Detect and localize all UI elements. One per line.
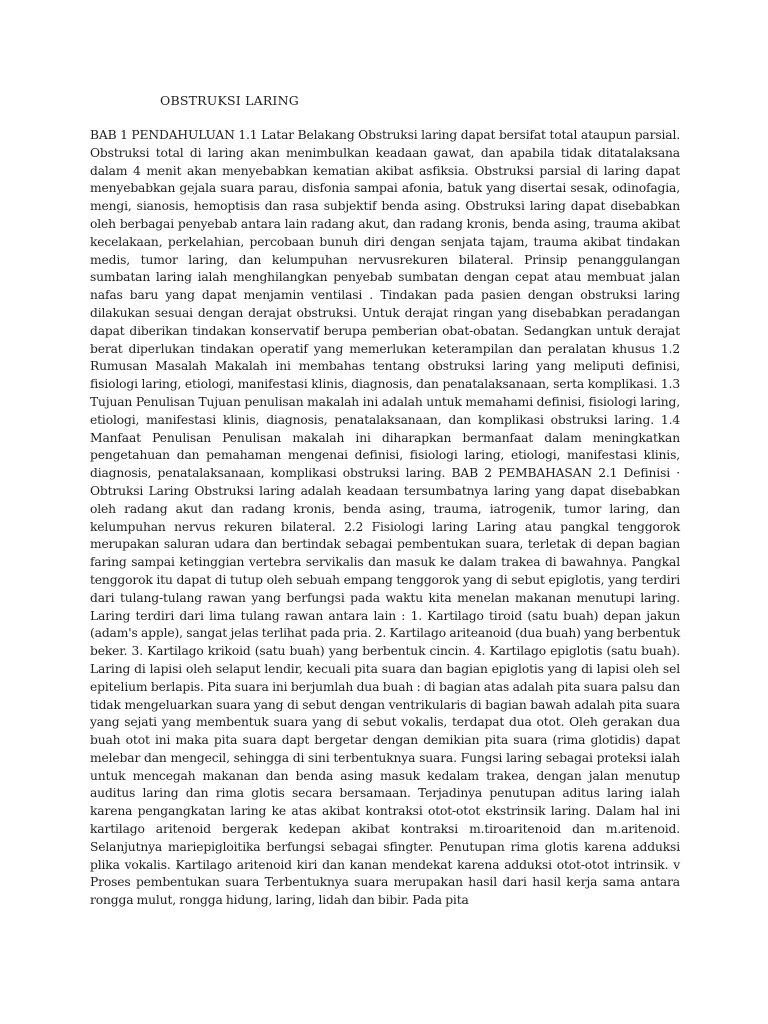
document-title: OBSTRUKSI LARING <box>160 93 299 108</box>
document-body-text: BAB 1 PENDAHULUAN 1.1 Latar Belakang Obstruksi laring dapat bersifat total ataupun parsial. Obstruksi total di laring akan menimbulkan keadaan gawat, dan apabila tidak ditatalaksana dalam 4 menit akan menyebabkan kematian akibat asfiksia. Obstruksi parsial di laring dapat menyebabkan gejala suara parau, disfonia sampai afonia, batuk yang disertai sesak, odinofagia, mengi, sianosis, hemoptisis dan rasa subjektif benda asing. Obstruksi laring dapat disebabkan oleh berbagai penyebab antara lain radang akut, dan radang kronis, benda asing, trauma akibat kecelakaan, perkelahian, percobaan bunuh diri dengan senjata tajam, trauma akibat tindakan medis, tumor laring, dan kelumpuhan nervusrekuren bilateral. Prinsip penanggulangan sumbatan laring ialah menghilangkan penyebab sumbatan dengan cepat atau membuat jalan nafas baru yang dapat menjamin ventilasi . Tindakan pada pasien dengan obstruksi laring dilakukan sesuai dengan derajat obstruksi. Untuk derajat ringan yang disebabkan peradangan dapat diberikan tindakan konservatif berupa pemberian obat-obatan. Sedangkan untuk derajat berat diperlukan tindakan operatif yang memerlukan keterampilan dan peralatan khusus 1.2 Rumusan Masalah Makalah ini membahas tentang obstruksi laring yang meliputi definisi, fisiologi laring, etiologi, manifestasi klinis, diagnosis, dan penatalaksanaan, serta komplikasi. 1.3 Tujuan Penulisan Tujuan penulisan makalah ini adalah untuk memahami definisi, fisiologi laring, etiologi, manifestasi klinis, diagnosis, penatalaksanaan, dan komplikasi obstruksi laring. 1.4 Manfaat Penulisan Penulisan makalah ini diharapkan bermanfaat dalam meningkatkan pengetahuan dan pemahaman mengenai definisi, fisiologi laring, etiologi, manifestasi klinis, diagnosis, penatalaksanaan, komplikasi obstruksi laring. BAB 2 PEMBAHASAN 2.1 Definisi · Obtruksi Laring Obstruksi laring adalah keadaan tersumbatnya laring yang dapat disebabkan oleh radang akut dan radang kronis, benda asing, trauma, iatrogenik, tumor laring, dan kelumpuhan nervus rekuren bilateral. 2.2 Fisiologi laring Laring atau pangkal tenggorok merupakan saluran udara dan bertindak sebagai pembentukan suara, terletak di depan bagian faring sampai ketinggian vertebra servikalis dan masuk ke dalam trakea di bawahnya. Pangkal tenggorok itu dapat di tutup oleh sebuah empang tenggorok yang di sebut epiglotis, yang terdiri dari tulang-tulang rawan yang berfungsi pada waktu kita menelan makanan menutupi laring. Laring terdiri dari lima tulang rawan antara lain : 1. Kartilago tiroid (satu buah) depan jakun (adam's apple), sangat jelas terlihat pada pria. 2. Kartilago ariteanoid (dua buah) yang berbentuk beker. 3. Kartilago krikoid (satu buah) yang berbentuk cincin. 4. Kartilago epiglotis (satu buah). Laring di lapisi oleh selaput lendir, kecuali pita suara dan bagian epiglotis yang di lapisi oleh sel epitelium berlapis. Pita suara ini berjumlah dua buah : di bagian atas adalah pita suara palsu dan tidak mengeluarkan suara yang di sebut dengan ventrikularis di bagian bawah adalah pita suara yang sejati yang membentuk suara yang di sebut vokalis, terdapat dua otot. Oleh gerakan dua buah otot ini maka pita suara dapt bergetar dengan demikian pita suara (rima glotidis) dapat melebar dan mengecil, sehingga di sini terbentuknya suara. Fungsi laring sebagai proteksi ialah untuk mencegah makanan dan benda asing masuk kedalam trakea, dengan jalan menutup auditus laring dan rima glotis secara bersamaan. Terjadinya penutupan aditus laring ialah karena pengangkatan laring ke atas akibat kontraksi otot-otot ekstrinsik laring. Dalam hal ini kartilago aritenoid bergerak kedepan akibat kontraksi m.tiroaritenoid dan m.aritenoid. Selanjutnya mariepigloitika berfungsi sebagai sfingter. Penutupan rima glotis karena adduksi plika vokalis. Kartilago aritenoid kiri dan kanan mendekat karena adduksi otot-otot intrinsik. v Proses pembentukan suara Terbentuknya suara merupakan hasil dari hasil kerja sama antara rongga mulut, rongga hidung, laring, lidah dan bibir. Pada pita <box>90 128 680 908</box>
